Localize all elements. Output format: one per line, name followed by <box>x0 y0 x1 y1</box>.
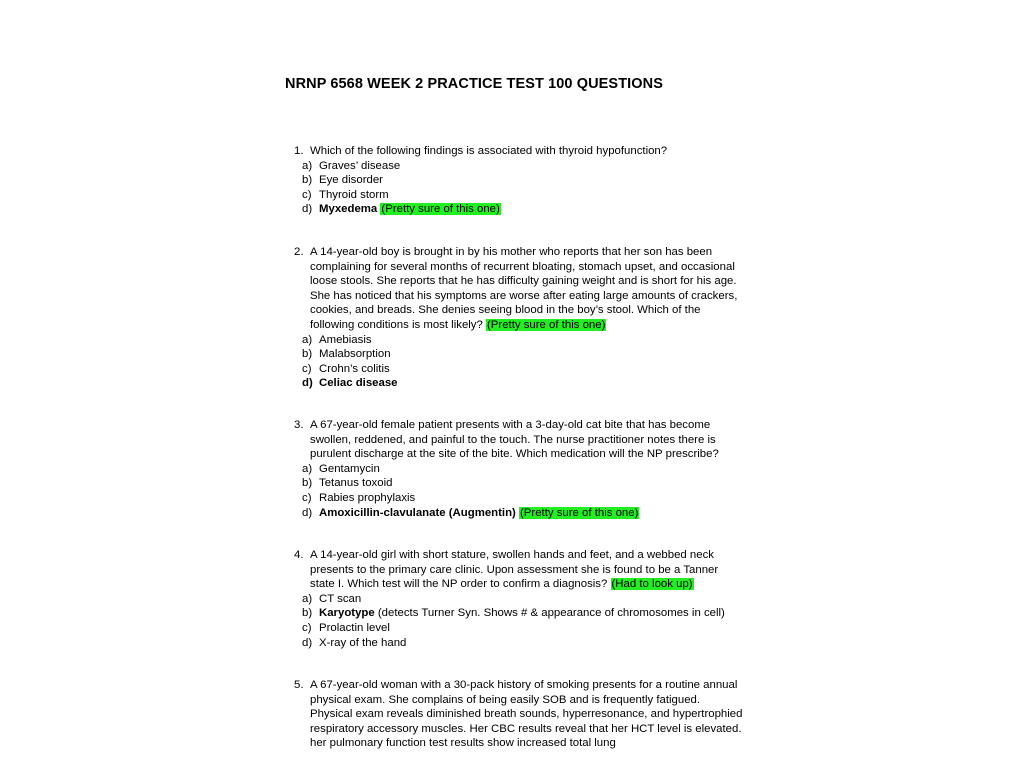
answer-option-c <box>294 621 744 636</box>
option-letter: a) <box>302 159 313 172</box>
highlight-note: (Pretty sure of this one) <box>487 318 606 331</box>
question-stem <box>294 144 744 159</box>
option-letter: b) <box>302 607 313 620</box>
option-text: X-ray of the hand <box>319 636 407 649</box>
correct-answer-text: Karyotype <box>319 607 375 620</box>
question-stem <box>294 548 744 592</box>
answer-option-c <box>294 188 744 203</box>
option-letter: b) <box>302 477 313 490</box>
option-letter: c) <box>302 621 312 634</box>
option-text: Crohn’s colitis <box>319 362 390 375</box>
option-text: Gentamycin <box>319 462 380 475</box>
option-text: Rabies prophylaxis <box>319 491 416 504</box>
question-text: A 67-year-old female patient presents with a 3-day-old cat bite that has become swollen, reddened, and painful to the touch. The nurse practitioner notes there is purulent discharge at the site of the bite. Which medication will the NP prescribe? <box>310 419 719 461</box>
answer-option-d <box>294 636 744 651</box>
option-letter: d) <box>302 203 313 216</box>
question-stem <box>294 678 744 751</box>
correct-answer-text: Amoxicillin-clavulanate (Augmentin) <box>319 506 516 519</box>
answer-options <box>294 462 744 520</box>
option-letter: c) <box>302 491 312 504</box>
answer-option-d <box>294 376 744 391</box>
answer-option-d <box>294 506 744 521</box>
option-text: Tetanus toxoid <box>319 477 393 490</box>
answer-options <box>294 159 744 217</box>
option-letter: c) <box>302 188 312 201</box>
option-letter: a) <box>302 462 313 475</box>
question-number: 1. <box>294 145 304 157</box>
correct-answer-text: Myxedema <box>319 203 378 216</box>
answer-options <box>294 592 744 650</box>
question-number: 4. <box>294 549 304 561</box>
option-text: Malabsorption <box>319 348 391 361</box>
question-stem <box>294 245 744 333</box>
option-text: CT scan <box>319 592 362 605</box>
option-letter: b) <box>302 174 313 187</box>
answer-option-b <box>294 173 744 188</box>
question-text: Which of the following findings is associated with thyroid hypofunction? <box>310 145 668 157</box>
option-letter: b) <box>302 348 313 361</box>
option-text: Prolactin level <box>319 621 390 634</box>
option-text: Thyroid storm <box>319 188 389 201</box>
question-number: 3. <box>294 419 304 431</box>
answer-option-b <box>294 606 744 621</box>
question-text: A 14-year-old boy is brought in by his mother who reports that her son has been complaining for several months of recurrent bloating, stomach upset, and occasional loose stools. She reports that he has difficulty gaining weight and is short for his age. She has noticed that his symptoms are worse after eating large amounts of crackers, cookies, and breads. She denies seeing blood in the boy’s stool. Which of the following conditions is most likely? <box>310 246 738 331</box>
answer-option-a <box>294 333 744 348</box>
option-letter: a) <box>302 333 313 346</box>
document-title: NRNP 6568 WEEK 2 PRACTICE TEST 100 QUESTIONS <box>285 76 664 92</box>
answer-options <box>294 333 744 391</box>
question-2 <box>294 245 744 391</box>
answer-option-d <box>294 202 744 217</box>
question-5 <box>294 678 744 751</box>
correct-answer-text: Celiac disease <box>319 377 398 390</box>
answer-option-a <box>294 159 744 174</box>
answer-option-b <box>294 476 744 491</box>
answer-explanation: (detects Turner Syn. Shows # & appearance of chromosomes in cell) <box>377 607 725 620</box>
question-stem <box>294 418 744 462</box>
answer-option-a <box>294 592 744 607</box>
answer-option-c <box>294 491 744 506</box>
question-3 <box>294 418 744 520</box>
question-text: A 67-year-old woman with a 30-pack history of smoking presents for a routine annual physical exam. She complains of being easily SOB and is frequently fatigued. Physical exam reveals diminished breath sounds, hyperresonance, and hypertrophied respiratory accessory muscles. Her CBC results reveal that her HCT level is elevated. her pulmonary function test results show increased total lung <box>310 679 743 750</box>
highlight-note: (Pretty sure of this one) <box>381 203 500 216</box>
question-4 <box>294 548 744 650</box>
option-letter: d) <box>302 506 313 519</box>
option-letter: a) <box>302 592 313 605</box>
option-letter: d) <box>302 636 313 649</box>
answer-option-b <box>294 347 744 362</box>
question-number: 5. <box>294 679 304 691</box>
answer-option-a <box>294 462 744 477</box>
question-number: 2. <box>294 246 304 258</box>
option-text: Graves’ disease <box>319 159 401 172</box>
option-letter: c) <box>302 362 312 375</box>
option-text: Amebiasis <box>319 333 372 346</box>
highlight-note: (Pretty sure of this one) <box>520 506 639 519</box>
answer-option-c <box>294 362 744 377</box>
question-1 <box>294 144 744 217</box>
option-letter: d) <box>302 377 313 390</box>
option-text: Eye disorder <box>319 174 383 187</box>
question-text: A 14-year-old girl with short stature, swollen hands and feet, and a webbed neck presents to the primary care clinic. Upon assessment she is found to be a Tanner state I. Which test will the NP order to confirm a diagnosis? <box>310 549 719 591</box>
highlight-note: (Had to look up) <box>611 578 693 591</box>
